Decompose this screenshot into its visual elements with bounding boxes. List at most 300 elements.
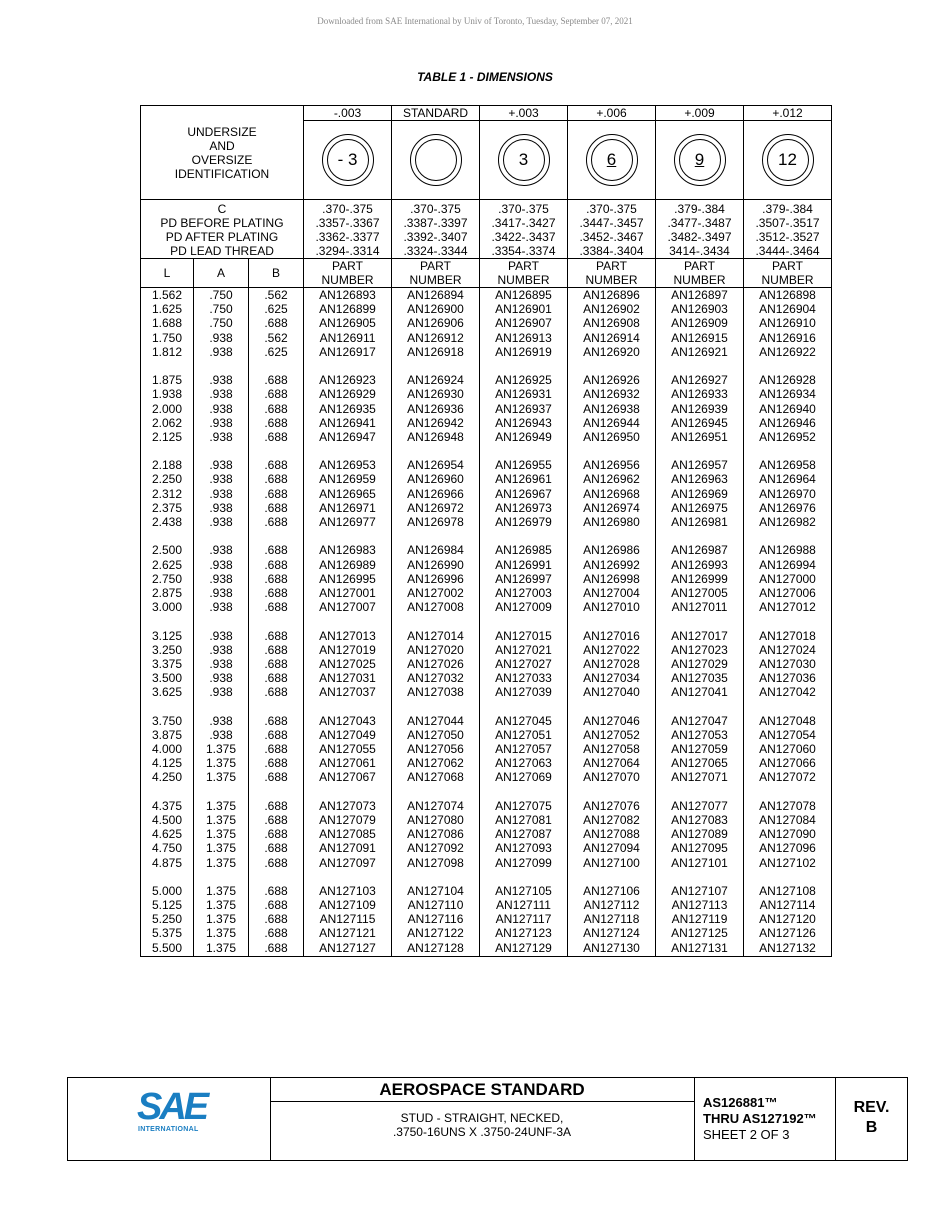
table-cell: 5.500 (151, 940, 183, 955)
table-cell: 2.438 (151, 515, 183, 529)
part-number-header: PART NUMBER (656, 259, 744, 288)
table-cell: AN126948 (407, 429, 464, 444)
table-cell: AN127069 (495, 770, 552, 785)
table-cell: AN126996 (407, 571, 464, 586)
table-cell: AN126961 (495, 472, 552, 487)
table-cell: AN126913 (495, 330, 552, 345)
table-cell: AN127082 (583, 812, 640, 827)
table-cell: .688 (264, 486, 288, 501)
table-cell: .688 (264, 798, 288, 813)
table-cell: AN127083 (671, 812, 728, 827)
table-cell: 1.875 (151, 373, 183, 388)
table-cell: AN126905 (319, 316, 376, 331)
table-cell: AN127093 (495, 841, 552, 856)
table-cell: AN127094 (583, 841, 640, 856)
table-cell: AN127108 (759, 883, 816, 898)
table-cell: AN127060 (759, 742, 816, 756)
table-cell: 3.625 (151, 685, 183, 700)
part-number-column (480, 288, 568, 957)
table-cell: AN127056 (407, 742, 464, 756)
table-cell: AN127030 (759, 656, 816, 671)
table-cell: AN126917 (319, 344, 376, 359)
table-cell: AN127010 (583, 600, 640, 615)
table-cell: AN127028 (583, 656, 640, 671)
table-cell: AN126952 (759, 429, 816, 444)
table-cell: AN126981 (671, 515, 728, 529)
table-cell: AN127055 (319, 742, 376, 756)
table-cell: AN126916 (759, 330, 816, 345)
table-cell: AN126954 (407, 458, 464, 473)
table-cell: .938 (209, 515, 233, 529)
table-cell: AN127101 (671, 855, 728, 870)
part-number-column (392, 288, 480, 957)
table-cell: .688 (264, 940, 288, 955)
table-cell: 1.562 (151, 288, 183, 302)
table-cell: AN126977 (319, 515, 376, 529)
table-cell: AN127076 (583, 798, 640, 813)
table-cell: AN127039 (495, 685, 552, 700)
table-cell: AN127002 (407, 585, 464, 600)
identification-mark (656, 121, 744, 200)
table-cell: AN126933 (671, 387, 728, 402)
table-cell: .688 (264, 585, 288, 600)
table-cell: AN127095 (671, 841, 728, 856)
table-cell: AN126938 (583, 401, 640, 416)
table-cell: AN127029 (671, 656, 728, 671)
table-cell: AN126958 (759, 458, 816, 473)
table-cell: AN127014 (407, 628, 464, 643)
table-cell: .688 (264, 316, 288, 331)
table-cell: 1.375 (205, 742, 237, 756)
mark-text: - 3 (337, 150, 358, 169)
mark-text: 9 (694, 150, 705, 169)
table-cell: AN127092 (407, 841, 464, 856)
col-header-a: A (194, 259, 249, 288)
table-cell: .688 (264, 756, 288, 771)
table-cell: .688 (264, 628, 288, 643)
table-cell: AN126918 (407, 344, 464, 359)
table-cell: AN126911 (319, 330, 376, 345)
table-cell: AN126923 (319, 373, 376, 388)
table-cell: .688 (264, 742, 288, 756)
table-cell: AN126999 (671, 571, 728, 586)
table-cell: AN127070 (583, 770, 640, 785)
part-number-column (304, 288, 392, 957)
table-cell: AN127126 (759, 926, 816, 941)
table-cell: .938 (209, 401, 233, 416)
table-cell: AN127087 (495, 827, 552, 842)
outer-circle-icon (410, 134, 462, 186)
table-cell: AN126931 (495, 387, 552, 402)
table-cell: AN126969 (671, 486, 728, 501)
table-cell: 2.250 (151, 472, 183, 487)
table-cell: AN127036 (759, 671, 816, 686)
l-values (141, 288, 194, 957)
part-number-column (568, 288, 656, 957)
table-cell: AN126965 (319, 486, 376, 501)
thread-parameters: .379-.384 .3507-.3517 .3512-.3527 .3444-.3464 (744, 200, 832, 259)
table-cell: AN127043 (319, 713, 376, 728)
part-number-header: PART NUMBER (568, 259, 656, 288)
table-cell: AN127050 (407, 727, 464, 742)
table-cell: AN126979 (495, 515, 552, 529)
part-number-column (744, 288, 832, 957)
part-number-header: PART NUMBER (744, 259, 832, 288)
thread-parameters: .370-.375 .3357-.3367 .3362-.3377 .3294-.3314 (304, 200, 392, 259)
table-cell: AN126980 (583, 515, 640, 529)
table-cell: AN127090 (759, 827, 816, 842)
table-cell: 2.188 (151, 458, 183, 473)
table-cell: .750 (209, 316, 233, 331)
table-cell: AN127003 (495, 585, 552, 600)
table-cell: AN126947 (319, 429, 376, 444)
table-cell: AN127106 (583, 883, 640, 898)
table-cell: 2.312 (151, 486, 183, 501)
a-values (194, 288, 249, 957)
table-cell: AN127024 (759, 642, 816, 657)
table-cell: 2.000 (151, 401, 183, 416)
table-cell: AN126967 (495, 486, 552, 501)
table-cell: 1.375 (205, 756, 237, 771)
table-cell: AN126991 (495, 557, 552, 572)
table-cell: AN126989 (319, 557, 376, 572)
table-cell: .750 (209, 288, 233, 302)
table-cell: AN126946 (759, 415, 816, 430)
thread-parameters: .379-.384 .3477-.3487 .3482-.3497 3414-.3434 (656, 200, 744, 259)
table-cell: AN126932 (583, 387, 640, 402)
thread-parameters: .370-.375 .3447-.3457 .3452-.3467 .3384-.3404 (568, 200, 656, 259)
size-header: +.009 (656, 106, 744, 121)
table-cell: 3.125 (151, 628, 183, 643)
table-cell: AN127018 (759, 628, 816, 643)
table-cell: 3.750 (151, 713, 183, 728)
table-cell: AN126978 (407, 515, 464, 529)
mark-text: 12 (778, 150, 797, 169)
document-number: AS126881™ THRU AS127192™ SHEET 2 OF 3 (695, 1078, 836, 1160)
table-cell: 1.375 (205, 827, 237, 842)
inner-circle-icon (415, 139, 457, 181)
table-cell: .688 (264, 571, 288, 586)
table-cell: AN126935 (319, 401, 376, 416)
table-cell: AN127006 (759, 585, 816, 600)
table-cell: AN127124 (583, 926, 640, 941)
table-cell: .938 (209, 585, 233, 600)
table-cell: .938 (209, 387, 233, 402)
table-cell: .688 (264, 656, 288, 671)
table-cell: AN127007 (319, 600, 376, 615)
table-cell: AN127072 (759, 770, 816, 785)
table-cell: AN126941 (319, 415, 376, 430)
table-cell: AN126919 (495, 344, 552, 359)
table-cell: AN126949 (495, 429, 552, 444)
table-cell: AN127118 (583, 912, 640, 927)
table-cell: AN127053 (671, 727, 728, 742)
parameter-labels: C PD BEFORE PLATING PD AFTER PLATING PD LEAD THREAD (141, 200, 304, 259)
title-block (67, 1077, 908, 1161)
identification-mark (304, 121, 392, 200)
table-cell: AN126937 (495, 401, 552, 416)
table-cell: AN126896 (583, 288, 640, 302)
table-cell: 4.750 (151, 841, 183, 856)
table-cell: .938 (209, 415, 233, 430)
table-cell: .688 (264, 557, 288, 572)
part-number-header: PART NUMBER (304, 259, 392, 288)
table-cell: .938 (209, 642, 233, 657)
table-cell: AN127081 (495, 812, 552, 827)
table-cell: AN126994 (759, 557, 816, 572)
table-cell: AN126975 (671, 500, 728, 515)
inner-circle-icon (591, 139, 633, 181)
table-cell: 5.000 (151, 883, 183, 898)
table-cell: AN127020 (407, 642, 464, 657)
table-cell: .688 (264, 600, 288, 615)
table-cell: .938 (209, 486, 233, 501)
table-cell: AN126906 (407, 316, 464, 331)
table-cell: AN127129 (495, 940, 552, 955)
table-cell: AN127097 (319, 855, 376, 870)
table-cell: AN127027 (495, 656, 552, 671)
table-cell: AN126929 (319, 387, 376, 402)
table-cell: AN127051 (495, 727, 552, 742)
table-cell: .688 (264, 812, 288, 827)
table-cell: AN126959 (319, 472, 376, 487)
table-cell: AN127041 (671, 685, 728, 700)
table-cell: AN127064 (583, 756, 640, 771)
table-cell: AN126899 (319, 302, 376, 317)
table-cell: .688 (264, 671, 288, 686)
outer-circle-icon (674, 134, 726, 186)
table-cell: .688 (264, 415, 288, 430)
table-cell: AN127062 (407, 756, 464, 771)
table-cell: AN127000 (759, 571, 816, 586)
table-cell: AN127100 (583, 855, 640, 870)
table-cell: .688 (264, 458, 288, 473)
table-cell: AN127031 (319, 671, 376, 686)
table-cell: .938 (209, 344, 233, 359)
table-cell: .938 (209, 458, 233, 473)
table-cell: AN126984 (407, 543, 464, 558)
table-cell: AN127102 (759, 855, 816, 870)
table-cell: AN126957 (671, 458, 728, 473)
table-cell: .688 (264, 926, 288, 941)
table-cell: AN127103 (319, 883, 376, 898)
inner-circle-icon (679, 139, 721, 181)
table-cell: AN126972 (407, 500, 464, 515)
table-cell: AN127121 (319, 926, 376, 941)
table-cell: 4.500 (151, 812, 183, 827)
table-cell: AN127080 (407, 812, 464, 827)
table-cell: AN126963 (671, 472, 728, 487)
table-cell: AN127023 (671, 642, 728, 657)
table-cell: AN127117 (495, 912, 552, 927)
table-cell: .938 (209, 685, 233, 700)
table-cell: .688 (264, 841, 288, 856)
table-cell: AN126995 (319, 571, 376, 586)
table-cell: AN127074 (407, 798, 464, 813)
table-cell: .688 (264, 727, 288, 742)
table-cell: AN126907 (495, 316, 552, 331)
table-cell: 4.875 (151, 855, 183, 870)
table-cell: .938 (209, 543, 233, 558)
table-cell: AN127084 (759, 812, 816, 827)
table-cell: 1.688 (151, 316, 183, 331)
table-cell: .938 (209, 330, 233, 345)
table-cell: AN126956 (583, 458, 640, 473)
table-cell: .938 (209, 628, 233, 643)
table-cell: 3.000 (151, 600, 183, 615)
table-cell: AN127047 (671, 713, 728, 728)
table-cell: AN126897 (671, 288, 728, 302)
table-cell: AN126924 (407, 373, 464, 388)
table-cell: AN127096 (759, 841, 816, 856)
table-cell: AN126895 (495, 288, 552, 302)
table-cell: AN127113 (671, 898, 728, 913)
table-cell: AN126943 (495, 415, 552, 430)
table-cell: AN126914 (583, 330, 640, 345)
table-cell: 1.375 (205, 812, 237, 827)
table-cell: .938 (209, 429, 233, 444)
table-cell: AN126974 (583, 500, 640, 515)
outer-circle-icon (586, 134, 638, 186)
table-cell: AN127015 (495, 628, 552, 643)
table-title: TABLE 1 - DIMENSIONS (417, 70, 553, 84)
table-cell: AN126966 (407, 486, 464, 501)
table-cell: .562 (264, 288, 288, 302)
table-cell: 1.375 (205, 798, 237, 813)
table-cell: AN126909 (671, 316, 728, 331)
table-cell: .938 (209, 713, 233, 728)
table-cell: .688 (264, 898, 288, 913)
table-cell: AN127078 (759, 798, 816, 813)
identification-mark (480, 121, 568, 200)
table-cell: .938 (209, 373, 233, 388)
table-cell: .688 (264, 373, 288, 388)
table-cell: .750 (209, 302, 233, 317)
table-cell: AN127110 (407, 898, 464, 913)
table-cell: AN126945 (671, 415, 728, 430)
table-cell: AN126903 (671, 302, 728, 317)
table-cell: AN126894 (407, 288, 464, 302)
table-cell: AN126960 (407, 472, 464, 487)
table-cell: AN126934 (759, 387, 816, 402)
table-cell: AN126983 (319, 543, 376, 558)
table-cell: AN127054 (759, 727, 816, 742)
table-cell: .688 (264, 883, 288, 898)
table-cell: AN126976 (759, 500, 816, 515)
table-cell: AN126942 (407, 415, 464, 430)
table-cell: AN126971 (319, 500, 376, 515)
size-header: +.003 (480, 106, 568, 121)
table-cell: AN127048 (759, 713, 816, 728)
table-cell: AN127065 (671, 756, 728, 771)
table-cell: AN127079 (319, 812, 376, 827)
download-note: Downloaded from SAE International by Univ of Toronto, Tuesday, September 07, 2021 (317, 16, 633, 26)
table-cell: .625 (264, 344, 288, 359)
table-cell: AN126908 (583, 316, 640, 331)
dimensions-table (140, 105, 832, 957)
table-cell: AN127066 (759, 756, 816, 771)
table-cell: AN127075 (495, 798, 552, 813)
thread-parameters: .370-.375 .3387-.3397 .3392-.3407 .3324-.3344 (392, 200, 480, 259)
table-cell: AN126928 (759, 373, 816, 388)
table-cell: AN126955 (495, 458, 552, 473)
table-cell: 1.375 (205, 883, 237, 898)
table-cell: AN127021 (495, 642, 552, 657)
table-cell: AN126997 (495, 571, 552, 586)
table-cell: 1.375 (205, 926, 237, 941)
table-cell: AN127038 (407, 685, 464, 700)
table-cell: AN127104 (407, 883, 464, 898)
table-cell: AN127130 (583, 940, 640, 955)
table-cell: AN127040 (583, 685, 640, 700)
table-cell: 1.375 (205, 898, 237, 913)
table-cell: .625 (264, 302, 288, 317)
b-values (249, 288, 304, 957)
table-cell: AN126930 (407, 387, 464, 402)
table-cell: AN126944 (583, 415, 640, 430)
table-cell: 2.062 (151, 415, 183, 430)
table-cell: 4.625 (151, 827, 183, 842)
table-cell: AN127022 (583, 642, 640, 657)
table-cell: AN126982 (759, 515, 816, 529)
table-cell: .938 (209, 656, 233, 671)
inner-circle-icon (767, 139, 809, 181)
table-cell: AN127071 (671, 770, 728, 785)
table-cell: AN126987 (671, 543, 728, 558)
table-cell: .938 (209, 571, 233, 586)
revision: REV. B (853, 1099, 890, 1136)
table-cell: AN127058 (583, 742, 640, 756)
table-cell: AN127119 (671, 912, 728, 927)
outer-circle-icon (322, 134, 374, 186)
table-cell: AN127105 (495, 883, 552, 898)
table-cell: 1.750 (151, 330, 183, 345)
table-cell: AN127012 (759, 600, 816, 615)
sae-logo-subtext: INTERNATIONAL (138, 1126, 199, 1133)
table-cell: AN127046 (583, 713, 640, 728)
part-number-header: PART NUMBER (480, 259, 568, 288)
table-cell: 2.875 (151, 585, 183, 600)
table-cell: AN127004 (583, 585, 640, 600)
table-cell: AN126927 (671, 373, 728, 388)
outer-circle-icon (762, 134, 814, 186)
table-cell: AN126962 (583, 472, 640, 487)
table-cell: AN126912 (407, 330, 464, 345)
table-cell: AN127115 (319, 912, 376, 927)
size-header: +.012 (744, 106, 832, 121)
table-cell: AN127026 (407, 656, 464, 671)
table-cell: 5.375 (151, 926, 183, 941)
table-cell: AN127033 (495, 671, 552, 686)
table-cell: .688 (264, 543, 288, 558)
table-cell: AN127063 (495, 756, 552, 771)
table-cell: AN127109 (319, 898, 376, 913)
table-cell: 3.500 (151, 671, 183, 686)
table-cell: .938 (209, 557, 233, 572)
table-cell: .688 (264, 500, 288, 515)
size-header: -.003 (304, 106, 392, 121)
inner-circle-icon (503, 139, 545, 181)
table-cell: 3.375 (151, 656, 183, 671)
table-cell: .688 (264, 401, 288, 416)
table-cell: AN127037 (319, 685, 376, 700)
table-cell: AN127131 (671, 940, 728, 955)
table-cell: AN127114 (759, 898, 816, 913)
size-header: STANDARD (392, 106, 480, 121)
table-cell: .688 (264, 472, 288, 487)
table-cell: AN126968 (583, 486, 640, 501)
table-cell: AN126990 (407, 557, 464, 572)
